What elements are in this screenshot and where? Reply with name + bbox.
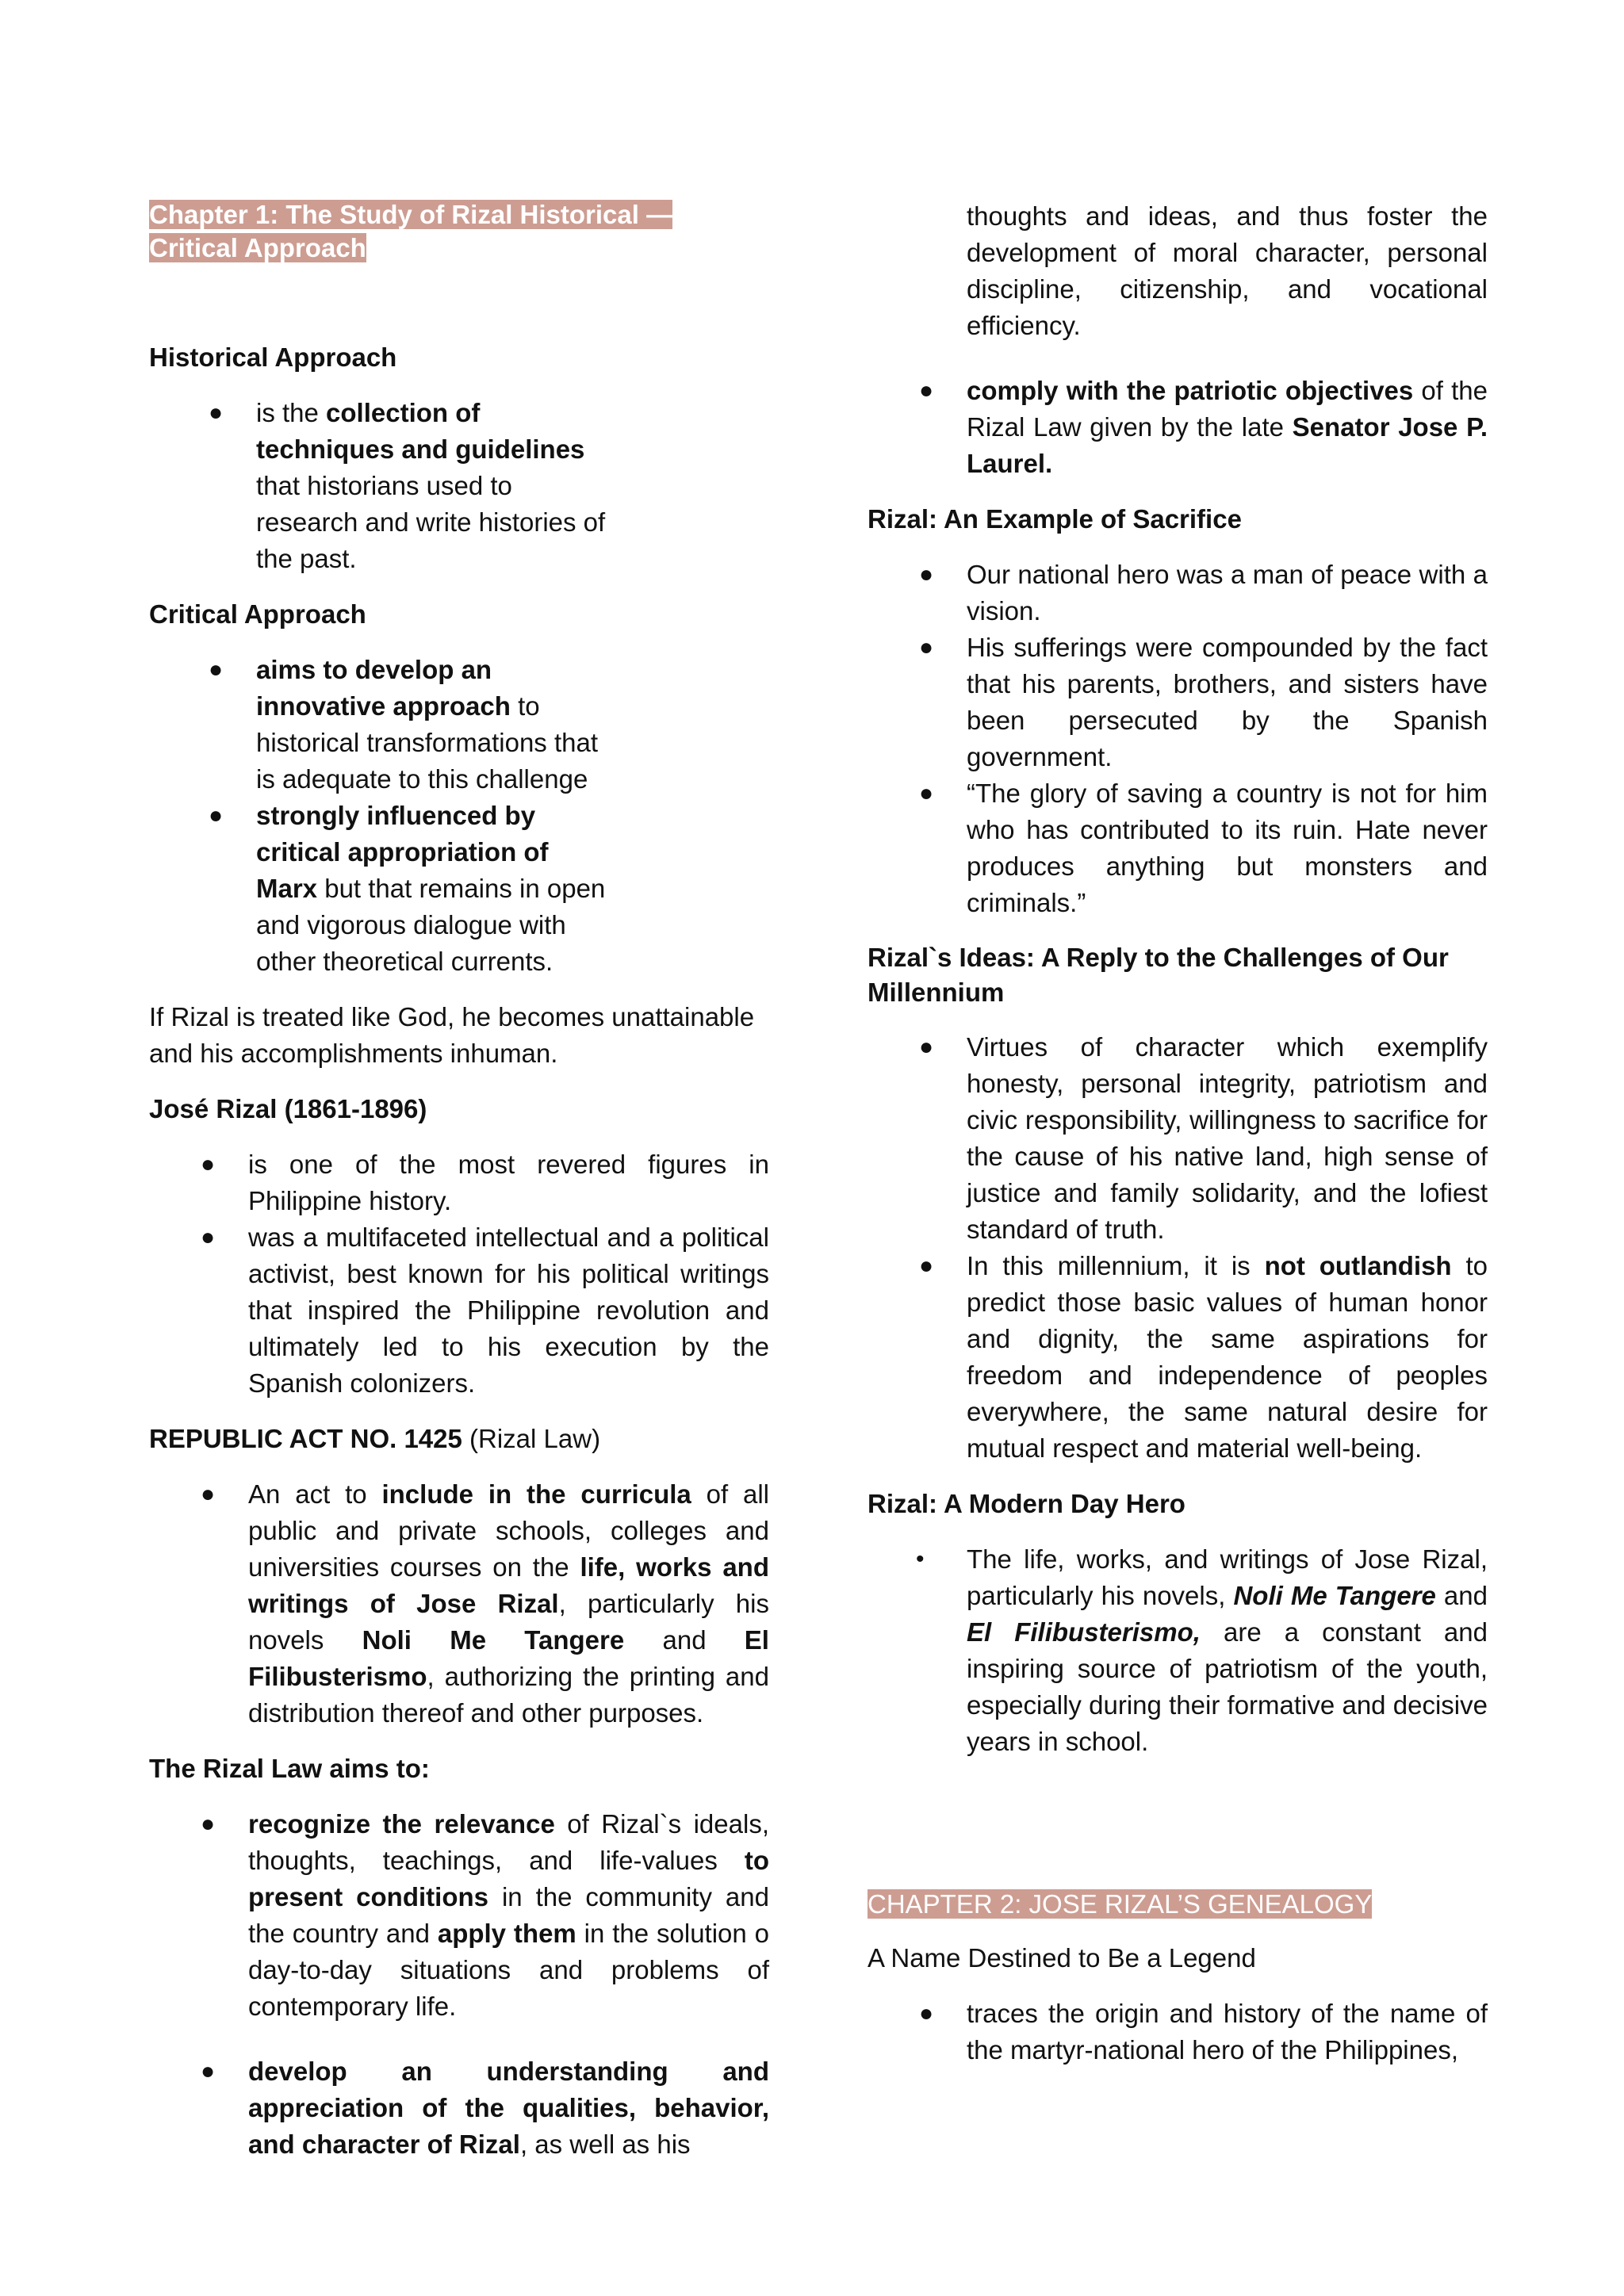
jose-rizal-heading: José Rizal (1861-1896) (149, 1094, 427, 1123)
critical-approach-list (149, 652, 611, 980)
text: of all public and private schools, colleges and universities courses on the (248, 1479, 770, 1582)
text-bold: develop an understanding and appreciation of the qualities, behavior, and character of Rizal (248, 2057, 769, 2159)
name-legend-heading: A Name Destined to Be a Legend (868, 1943, 1256, 1973)
text-bold: apply them (437, 1919, 576, 1948)
bullet-icon: ● (201, 1151, 216, 1177)
bullet-icon: ● (919, 1253, 934, 1279)
text: , authorizing the printing and distribution thereof and other purposes. (248, 1662, 769, 1728)
text: of the Rizal Law given by the late (967, 376, 1488, 442)
rizal-law-aims-list (149, 1806, 769, 2163)
text: is one of the most revered figures in Philippine history. (248, 1150, 769, 1215)
bullet-icon: ● (919, 561, 934, 587)
ra1425-heading (149, 1421, 769, 1457)
text: In this millennium, it is (967, 1251, 1265, 1280)
text-bold: comply with the patriotic objectives (967, 376, 1414, 405)
critical-approach-heading: Critical Approach (149, 599, 366, 629)
text: , as well as his (519, 2130, 691, 2159)
rizal-god-paragraph: If Rizal is treated like God, he becomes unattainable and his accomplishments inhuman. (149, 1002, 755, 1068)
text-bold: not outlandish (1264, 1251, 1452, 1280)
text: thoughts and ideas, and thus foster the development of moral character, personal discipline, citizenship, and vocational efficiency. (967, 201, 1488, 340)
text-bold: strongly influenced by critical appropriation of Marx (256, 801, 549, 903)
list-item (919, 775, 1488, 921)
list-item (919, 557, 1488, 629)
bullet-icon: ● (919, 377, 934, 404)
text-bold: include in the curricula (381, 1479, 691, 1509)
text-bold-italic: Noli Me Tangere (1233, 1581, 1436, 1610)
comply-list (868, 373, 1488, 482)
bullet-icon: ● (919, 780, 934, 806)
text-bold: Senator Jose P. Laurel. (967, 412, 1488, 478)
chapter1-title-line1: Chapter 1: The Study of Rizal Historical — (149, 200, 673, 229)
chapter2-title (868, 1888, 1488, 1921)
list-item (919, 1996, 1488, 2068)
ideas-list (868, 1029, 1488, 1467)
text: that historians used to research and write histories of the past. (256, 471, 606, 573)
chapter1-title (149, 198, 769, 265)
bullet-icon: ● (919, 2000, 934, 2026)
list-item (201, 1219, 769, 1402)
text-bold-italic: El Filibusterismo, (967, 1617, 1201, 1647)
list-item (201, 1476, 770, 1732)
bullet-icon: • (916, 1546, 925, 1572)
ra1425-list (149, 1476, 769, 1732)
chapter1-title-line2: Critical Approach (149, 233, 366, 262)
bullet-icon: ● (919, 634, 934, 660)
right-column (868, 198, 1488, 2068)
jose-rizal-list (149, 1146, 769, 1402)
list-item (919, 373, 1488, 482)
bullet-icon: ● (209, 802, 224, 828)
list-item (919, 1248, 1488, 1467)
sacrifice-heading: Rizal: An Example of Sacrifice (868, 504, 1242, 534)
text: are a constant and inspiring source of patriotism of the youth, especially during their formative and decisive years in school. (967, 1617, 1488, 1756)
text: to predict those basic values of human honor and dignity, the same aspirations for freedom and independence of peoples everywhere, the same natural desire for mutual respect and material well-being. (967, 1251, 1488, 1463)
text: in the solution o day-to-day situations and problems of contemporary life. (248, 1919, 770, 2021)
text: and (1435, 1581, 1488, 1610)
list-item (209, 652, 611, 798)
text-bold: aims to develop an innovative approach (256, 655, 511, 721)
text-bold: recognize the relevance (248, 1809, 555, 1839)
left-column (149, 198, 769, 2163)
text: His sufferings were compounded by the fact that his parents, brothers, and sisters have been persecuted by the Spanish government. (967, 633, 1488, 771)
text: “The glory of saving a country is not for him who has contributed to its ruin. Hate never produces anything but monsters and criminals.” (967, 779, 1488, 917)
bullet-icon: ● (209, 400, 224, 426)
list-item (209, 798, 611, 980)
list-item (209, 395, 611, 577)
historical-approach-heading: Historical Approach (149, 342, 397, 372)
list-item (916, 1541, 1488, 1760)
bullet-icon: ● (919, 1034, 934, 1060)
bullet-icon: ● (201, 1481, 216, 1507)
text: of Rizal`s ideals, thoughts, teachings, and life-values (248, 1809, 769, 1875)
list-item (919, 629, 1488, 775)
text: is the (256, 398, 327, 427)
continuation-block (868, 198, 1488, 344)
sacrifice-list (868, 557, 1488, 921)
text: Virtues of character which exemplify honesty, personal integrity, patriotism and civic responsibility, willingness to sacrifice for the cause of his native land, high sense of justice and family solidarity, and the lofiest standard of truth. (967, 1032, 1488, 1244)
list-item (201, 1806, 770, 2025)
list-item (201, 1146, 769, 1219)
text: The life, works, and writings of Jose Rizal, particularly his novels, (967, 1544, 1488, 1610)
modern-hero-heading: Rizal: A Modern Day Hero (868, 1489, 1185, 1518)
text-bold: REPUBLIC ACT NO. 1425 (149, 1424, 462, 1453)
text: was a multifaceted intellectual and a political activist, best known for his political writings that inspired the Philippine revolution and ultimately led to his execution by the Spanish colonizers. (248, 1223, 769, 1398)
text-bold: collection of techniques and guidelines (256, 398, 585, 464)
list-item (919, 1029, 1488, 1248)
text: in the community and the country and (248, 1882, 769, 1948)
text: traces the origin and history of the name of the martyr-national hero of the Philippines, (967, 1999, 1488, 2064)
chapter2-title-text: CHAPTER 2: JOSE RIZAL’S GENEALOGY (868, 1889, 1373, 1919)
text-bold: Noli Me Tangere (362, 1625, 625, 1655)
rizal-law-aims-heading: The Rizal Law aims to: (149, 1754, 430, 1783)
name-legend-list (868, 1996, 1488, 2068)
text: and (624, 1625, 745, 1655)
text: to historical transformations that is adequate to this challenge (256, 691, 599, 794)
bullet-icon: ● (201, 1224, 216, 1250)
list-item (967, 198, 1488, 344)
text: Our national hero was a man of peace with a vision. (967, 560, 1488, 626)
bullet-icon: ● (201, 1811, 216, 1837)
text: An act to (248, 1479, 382, 1509)
text-bold: El Filibusterismo (248, 1625, 769, 1691)
list-item (201, 2053, 769, 2163)
bullet-icon: ● (201, 2058, 216, 2084)
historical-approach-list (149, 395, 611, 577)
text: , particularly his novels (248, 1589, 769, 1655)
bullet-icon: ● (209, 656, 224, 683)
text: (Rizal Law) (462, 1424, 601, 1453)
text-bold: to present conditions (248, 1846, 769, 1911)
ideas-heading: Rizal`s Ideas: A Reply to the Challenges of Our Millennium (868, 943, 1449, 1007)
text-bold: life, works and writings of Jose Rizal (248, 1552, 769, 1618)
modern-hero-list (868, 1541, 1488, 1760)
text: but that remains in open and vigorous dialogue with other theoretical currents. (256, 874, 606, 976)
